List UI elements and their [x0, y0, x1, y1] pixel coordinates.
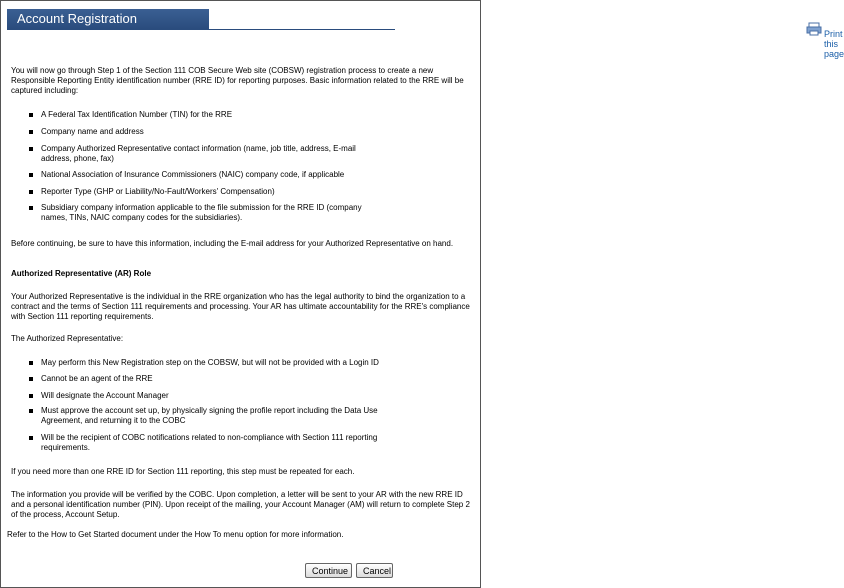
- list-item-text: Will be the recipient of COBC notifications related to non-compliance with Section 111 reporting requirements.: [41, 433, 378, 452]
- printer-icon: [806, 22, 820, 36]
- repeat-note: If you need more than one RRE ID for Section 111 reporting, this step must be repeated for each.: [11, 467, 355, 476]
- before-continuing-text: Before continuing, be sure to have this information, including the E-mail address for your Authorized Representative on hand.: [11, 239, 454, 248]
- bullet-icon: [29, 409, 33, 413]
- continue-button[interactable]: Continue: [305, 563, 352, 578]
- print-link-label: Print this page: [824, 29, 844, 59]
- bullet-icon: [29, 190, 33, 194]
- list-item-text: National Association of Insurance Commissioners (NAIC) company code, if applicable: [41, 170, 345, 179]
- bullet-icon: [29, 130, 33, 134]
- bullet-icon: [29, 377, 33, 381]
- ar-description: Your Authorized Representative is the individual in the RRE organization who has the legal authority to bind the organization to a contract and the terms of Section 111 requirements and processing. Your AR has ultimate accountability for the RRE's compliance with Section 111 reporting requirements.: [11, 292, 470, 321]
- page-title: Account Registration: [7, 9, 209, 29]
- bullet-icon: [29, 206, 33, 210]
- list-item-text: Company name and address: [41, 127, 144, 136]
- refer-note: Refer to the How to Get Started document under the How To menu option for more information.: [7, 530, 344, 539]
- bullet-icon: [29, 436, 33, 440]
- intro-text: You will now go through Step 1 of the Section 111 COB Secure Web site (COBSW) registration process to create a new Responsible Reporting Entity identification number (RRE ID) for reporting purposes. Basic information related to the RRE will be captured including:: [11, 66, 464, 95]
- bullet-icon: [29, 147, 33, 151]
- bullet-icon: [29, 394, 33, 398]
- list-item-text: May perform this New Registration step on the COBSW, but will not be provided with a Login ID: [41, 358, 379, 367]
- list-item-text: Must approve the account set up, by physically signing the profile report including the Data Use Agreement, and returning it to the COBC: [41, 406, 378, 425]
- list-item-text: Subsidiary company information applicable to the file submission for the RRE ID (company names, TINs, NAIC company codes for the subsidiaries).: [41, 203, 362, 222]
- list-item-text: A Federal Tax Identification Number (TIN) for the RRE: [41, 110, 233, 119]
- list-item-text: Will designate the Account Manager: [41, 391, 169, 400]
- bullet-icon: [29, 361, 33, 365]
- list-item-text: Company Authorized Representative contact information (name, job title, address, E-mail address, phone, fax): [41, 144, 356, 163]
- cancel-button[interactable]: Cancel: [356, 563, 393, 578]
- list-item-text: Reporter Type (GHP or Liability/No-Fault/Workers' Compensation): [41, 187, 275, 196]
- bullet-icon: [29, 113, 33, 117]
- title-divider: [7, 29, 395, 30]
- ar-intro: The Authorized Representative:: [11, 334, 124, 343]
- verify-note: The information you provide will be verified by the COBC. Upon completion, a letter will be sent to your AR with the new RRE ID and a personal identification number (PIN). Upon receipt of the mailing, your Account Manager (AM) will return to complete Step 2 of the process, Account Setup.: [11, 490, 470, 519]
- list-item-text: Cannot be an agent of the RRE: [41, 374, 153, 383]
- bullet-icon: [29, 173, 33, 177]
- ar-heading: Authorized Representative (AR) Role: [11, 269, 152, 278]
